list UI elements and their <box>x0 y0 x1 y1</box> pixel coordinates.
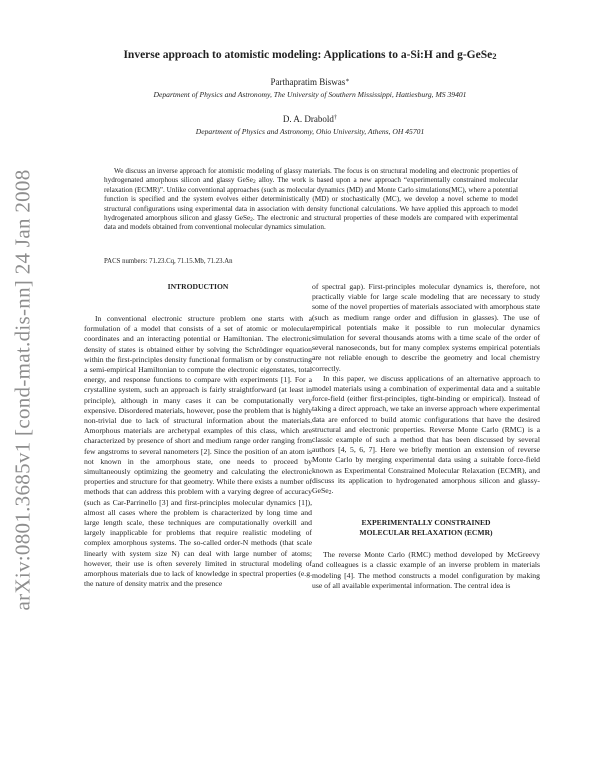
author-2-name: D. A. Drabold <box>282 114 334 124</box>
introduction-paragraph: In conventional electronic structure problem one starts with a formulation of a model that consists of a set of atomic or molecular coordinates and an interacting potential or Hamiltonian. The electronic density of states is obtained either by solving the Schrödinger equation within the first-principles density functional formalism or by constructing a semi-empirical Hamiltonian to compute the electronic eigenstates, total energy, and response functions to compare with experiments [1]. For a crystalline system, such an approach is fairly straightforward (at least in principle), although in many cases it can be computationally very expensive. Disordered materials, however, pose the problem that is highly non-trivial due to lack of structural information about the materials. Amorphous materials are archetypal examples of this class, which are characterized by presence of short and medium range order ranging from few angstroms to several nanometers [2]. Since the position of an atom is not known in the amorphous state, one needs to proceed by simultaneously optimizing the geometry and calculating the electronic properties and structure for that geometry. While there exists a number of methods that can address this problem with a varying degree of accuracy (such as Car-Parrinello [3] and first-principles molecular dynamics [1]), almost all cases where the problem is characterized by long time and large length scale, these techniques are computationally overkill and largely inapplicable for problems that require realistic modeling of complex amorphous systems. The so-called order-N methods (that scale linearly with system size N) can deal with large number of atoms; however, their use is often severely limited in structural modeling of amorphous materials due to lack of knowledge in spectral properties (e.g. the nature of density matrix and the presence <box>84 314 312 589</box>
right-paragraph-2-subscript: 2 <box>328 490 332 497</box>
right-paragraph-2 <box>312 374 540 496</box>
right-paragraph-2-end: . <box>331 486 334 496</box>
paper-title <box>60 49 560 61</box>
title-subscript: 2 <box>492 51 497 61</box>
abstract-part-3: . The electronic and structural properties of these models are compared with experimental data and models obtained from conventional molecular dynamics simulation. <box>104 214 519 232</box>
abstract-part-2: alloy. The work is based upon a new approach “experimentally constrained molecular relaxation (ECMR)”. Unlike conventional approaches (such as molecular dynamics (MD) and Monte Carlo simulations(MC), where a potential function is specified and the system evolves either deterministically (MD) or stochastically (MC), we develop a novel scheme to model structural configurations using experimental data in association with density functional calculations. We have applied this approach to model hydrogenated amorphous silicon and glassy GeSe <box>104 176 519 223</box>
author-2-mark: † <box>333 114 338 121</box>
right-paragraph-1: of spectral gap). First-principles molecular dynamics is, therefore, not practically viable for large scale modeling that are necessary to study some of the novel properties of materials associated with amorphous state (such as medium range order and diffusion in glasses). The use of empirical potentials make it possible to run molecular dynamics simulation for several thousands atoms with a time scale of the order of several nanoseconds, but for many complex systems empirical potentials are not reliable enough to describe the geometry and local chemistry correctly. <box>312 282 540 373</box>
ecmr-heading-line-1: EXPERIMENTALLY CONSTRAINED <box>361 518 491 528</box>
abstract-subscript-2: 2 <box>250 217 253 224</box>
introduction-heading: INTRODUCTION <box>167 282 229 291</box>
author-1 <box>60 77 560 87</box>
right-column <box>312 282 540 591</box>
author-1-name: Parthapratim Biswas <box>270 77 346 87</box>
right-paragraph-3: The reverse Monte Carlo (RMC) method developed by McGreevy and colleagues is a classic example of an inverse problem in materials modeling [4]. The method constructs a model configuration by making use of all available experimental information. The central idea is <box>312 550 540 590</box>
author-2-affiliation: Department of Physics and Astronomy, Ohio University, Athens, OH 45701 <box>195 127 425 136</box>
author-2 <box>60 114 560 124</box>
author-1-mark: ∗ <box>345 77 350 84</box>
ecmr-heading-line-2: MOLECULAR RELAXATION (ECMR) <box>359 528 493 538</box>
pacs-numbers: PACS numbers: 71.23.Cq, 71.15.Mb, 71.23.An <box>104 258 233 265</box>
right-paragraph-2-text: In this paper, we discuss applications of an alternative approach to model materials using a combination of experimental data and a suitable force-field (either first-principles, tight-binding or empirical). Instead of taking a direct approach, we take an inverse approach where experimental data are enforced to build atomic configurations that have the desired structural and electronic properties. Reverse Monte Carlo (RMC) is a classic example of such a method that has been discussed by several authors [4, 5, 6, 7]. Here we briefly mention an extension of reverse Monte Carlo by merging experimental data using a suitable force-field known as Experimental Constrained Molecular Relaxation (ECMR), and discuss its application to hydrogenated amorphous silicon and glassy-GeSe <box>312 373 540 496</box>
arxiv-identifier: arXiv:0801.3685v1 [cond-mat.dis-nn] 24 Jan 2008 <box>10 169 35 611</box>
abstract-subscript-1: 2 <box>252 179 256 186</box>
abstract <box>104 167 518 233</box>
ecmr-heading <box>312 518 540 538</box>
author-1-affiliation: Department of Physics and Astronomy, The University of Southern Mississippi, Hattiesburg, MS 39401 <box>153 90 467 99</box>
title-text: Inverse approach to atomistic modeling: Applications to a-Si:H and g-GeSe <box>123 49 493 61</box>
abstract-part-1: We discuss an inverse approach for atomistic modeling of glassy materials. The focus is on structural modeling and electronic properties of hydrogenated amorphous silicon and glassy GeSe <box>104 167 518 185</box>
left-column <box>84 282 312 589</box>
arxiv-side-label <box>8 169 38 611</box>
